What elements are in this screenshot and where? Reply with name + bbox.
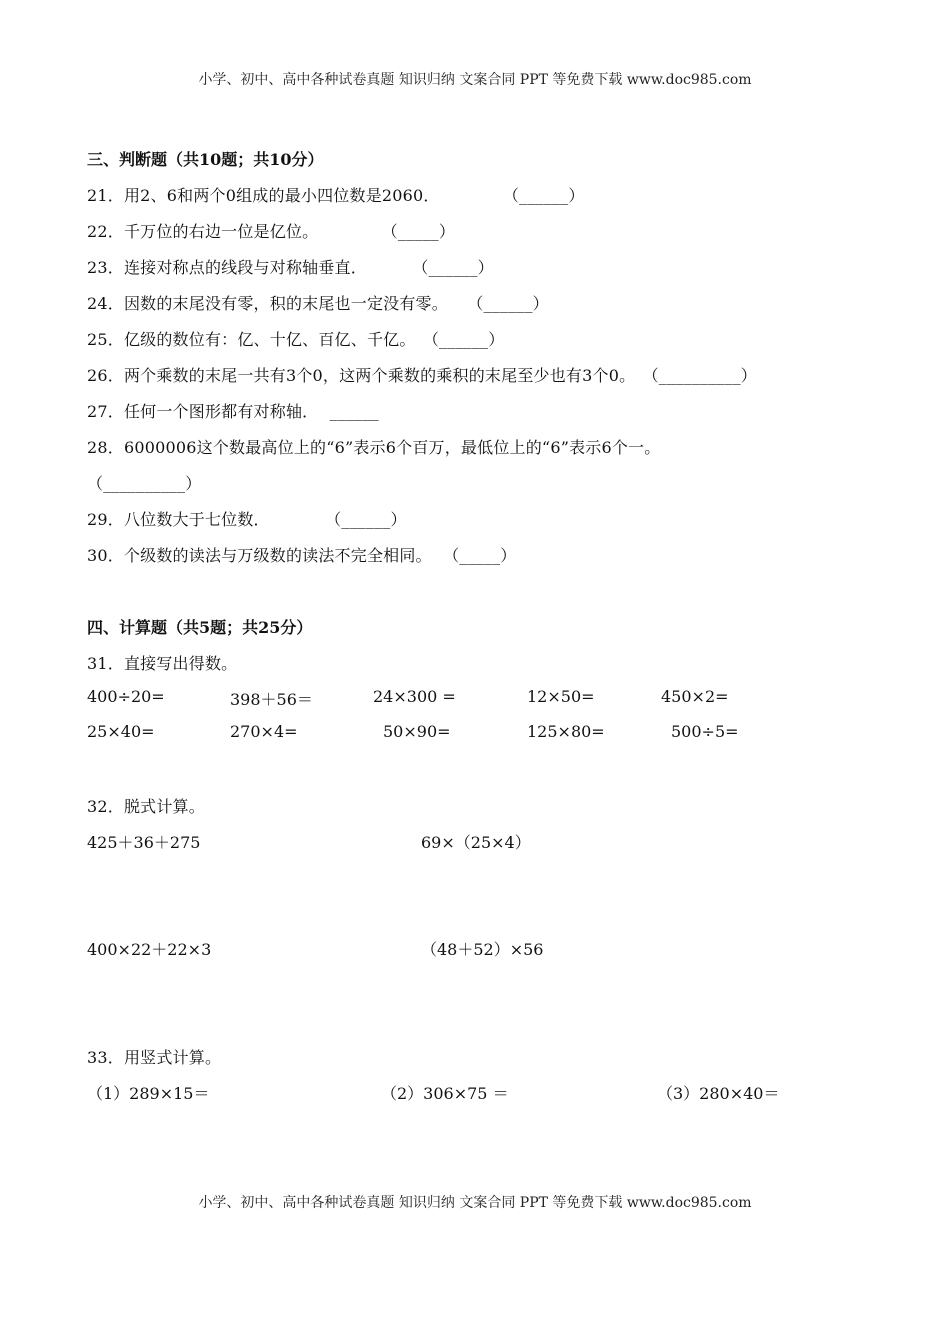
question-31-title: 31．直接写出得数。 xyxy=(87,654,238,673)
answer-blank[interactable]: （______） xyxy=(502,186,585,205)
answer-blank[interactable]: （_____） xyxy=(443,546,517,565)
step-calc-item: 400×22＋22×3 xyxy=(87,940,212,959)
question-33-title: 33．用竖式计算。 xyxy=(87,1048,222,1067)
oral-calc-item: 50×90= xyxy=(383,722,451,741)
question-21 xyxy=(87,183,585,206)
question-32-title: 32．脱式计算。 xyxy=(87,797,205,816)
page-header: 小学、初中、高中各种试卷真题 知识归纳 文案合同 PPT 等免费下载 www.doc985.com xyxy=(198,72,752,88)
oral-calc-item: 125×80= xyxy=(527,722,605,741)
question-text: 23．连接对称点的线段与对称轴垂直． xyxy=(87,258,367,277)
question-text: 22．千万位的右边一位是亿位。 xyxy=(87,222,319,241)
answer-blank[interactable]: （_____） xyxy=(381,222,456,241)
question-28 xyxy=(87,435,660,458)
answer-blank[interactable]: ______ xyxy=(329,402,379,421)
step-calc-item: （48＋52）×56 xyxy=(421,940,544,959)
question-text: 21．用2、6和两个0组成的最小四位数是2060． xyxy=(87,186,440,205)
section-title-judgement: 三、判断题（共10题；共10分） xyxy=(87,150,324,169)
question-23 xyxy=(87,255,494,278)
vertical-calc-item: （2）306×75 ＝ xyxy=(381,1084,509,1103)
step-calc-item: 69×（25×4） xyxy=(421,833,531,852)
answer-blank[interactable]: （______） xyxy=(467,294,549,313)
answer-blank[interactable]: （______） xyxy=(325,510,407,529)
question-text: 27．任何一个图形都有对称轴． xyxy=(87,402,319,421)
oral-calc-item: 12×50= xyxy=(527,687,595,706)
question-25 xyxy=(87,327,504,350)
page-footer: 小学、初中、高中各种试卷真题 知识归纳 文案合同 PPT 等免费下载 www.doc985.com xyxy=(198,1195,752,1211)
question-26 xyxy=(87,363,757,386)
oral-calc-item: 25×40= xyxy=(87,722,155,741)
vertical-calc-item: （1）289×15＝ xyxy=(87,1084,210,1103)
question-27 xyxy=(87,399,379,422)
answer-blank[interactable]: （______） xyxy=(422,330,505,349)
oral-calc-item: 450×2= xyxy=(661,687,729,706)
question-28-blank-line xyxy=(87,471,201,494)
step-calc-item: 425＋36＋275 xyxy=(87,833,201,852)
oral-calc-item: 400÷20= xyxy=(87,687,165,706)
question-29 xyxy=(87,507,407,530)
question-text: 29．八位数大于七位数． xyxy=(87,510,270,529)
question-text: 30．个级数的读法与万级数的读法不完全相同。 xyxy=(87,546,432,565)
question-text: 24．因数的末尾没有零，积的末尾也一定没有零。 xyxy=(87,294,448,313)
answer-blank[interactable]: （__________） xyxy=(87,474,202,493)
section-title-calculation: 四、计算题（共5题；共25分） xyxy=(87,618,313,637)
answer-blank[interactable]: （______） xyxy=(412,258,494,277)
question-24 xyxy=(87,291,549,314)
oral-calc-item: 24×300 = xyxy=(373,687,456,706)
question-22 xyxy=(87,219,455,242)
oral-calc-item: 500÷5= xyxy=(671,722,739,741)
vertical-calc-item: （3）280×40＝ xyxy=(657,1084,780,1103)
oral-calc-item: 270×4= xyxy=(230,722,298,741)
oral-calc-item: 398＋56＝ xyxy=(230,690,313,709)
question-text: 26．两个乘数的末尾一共有3个0，这两个乘数的乘积的末尾至少也有3个0。 xyxy=(87,366,636,385)
question-text: 25．亿级的数位有：亿、十亿、百亿、千亿。 xyxy=(87,330,416,349)
question-30 xyxy=(87,543,516,566)
answer-blank[interactable]: （__________） xyxy=(642,366,757,385)
question-text: 28．6000006这个数最高位上的“6”表示6个百万，最低位上的“6”表示6个一。 xyxy=(87,438,661,457)
